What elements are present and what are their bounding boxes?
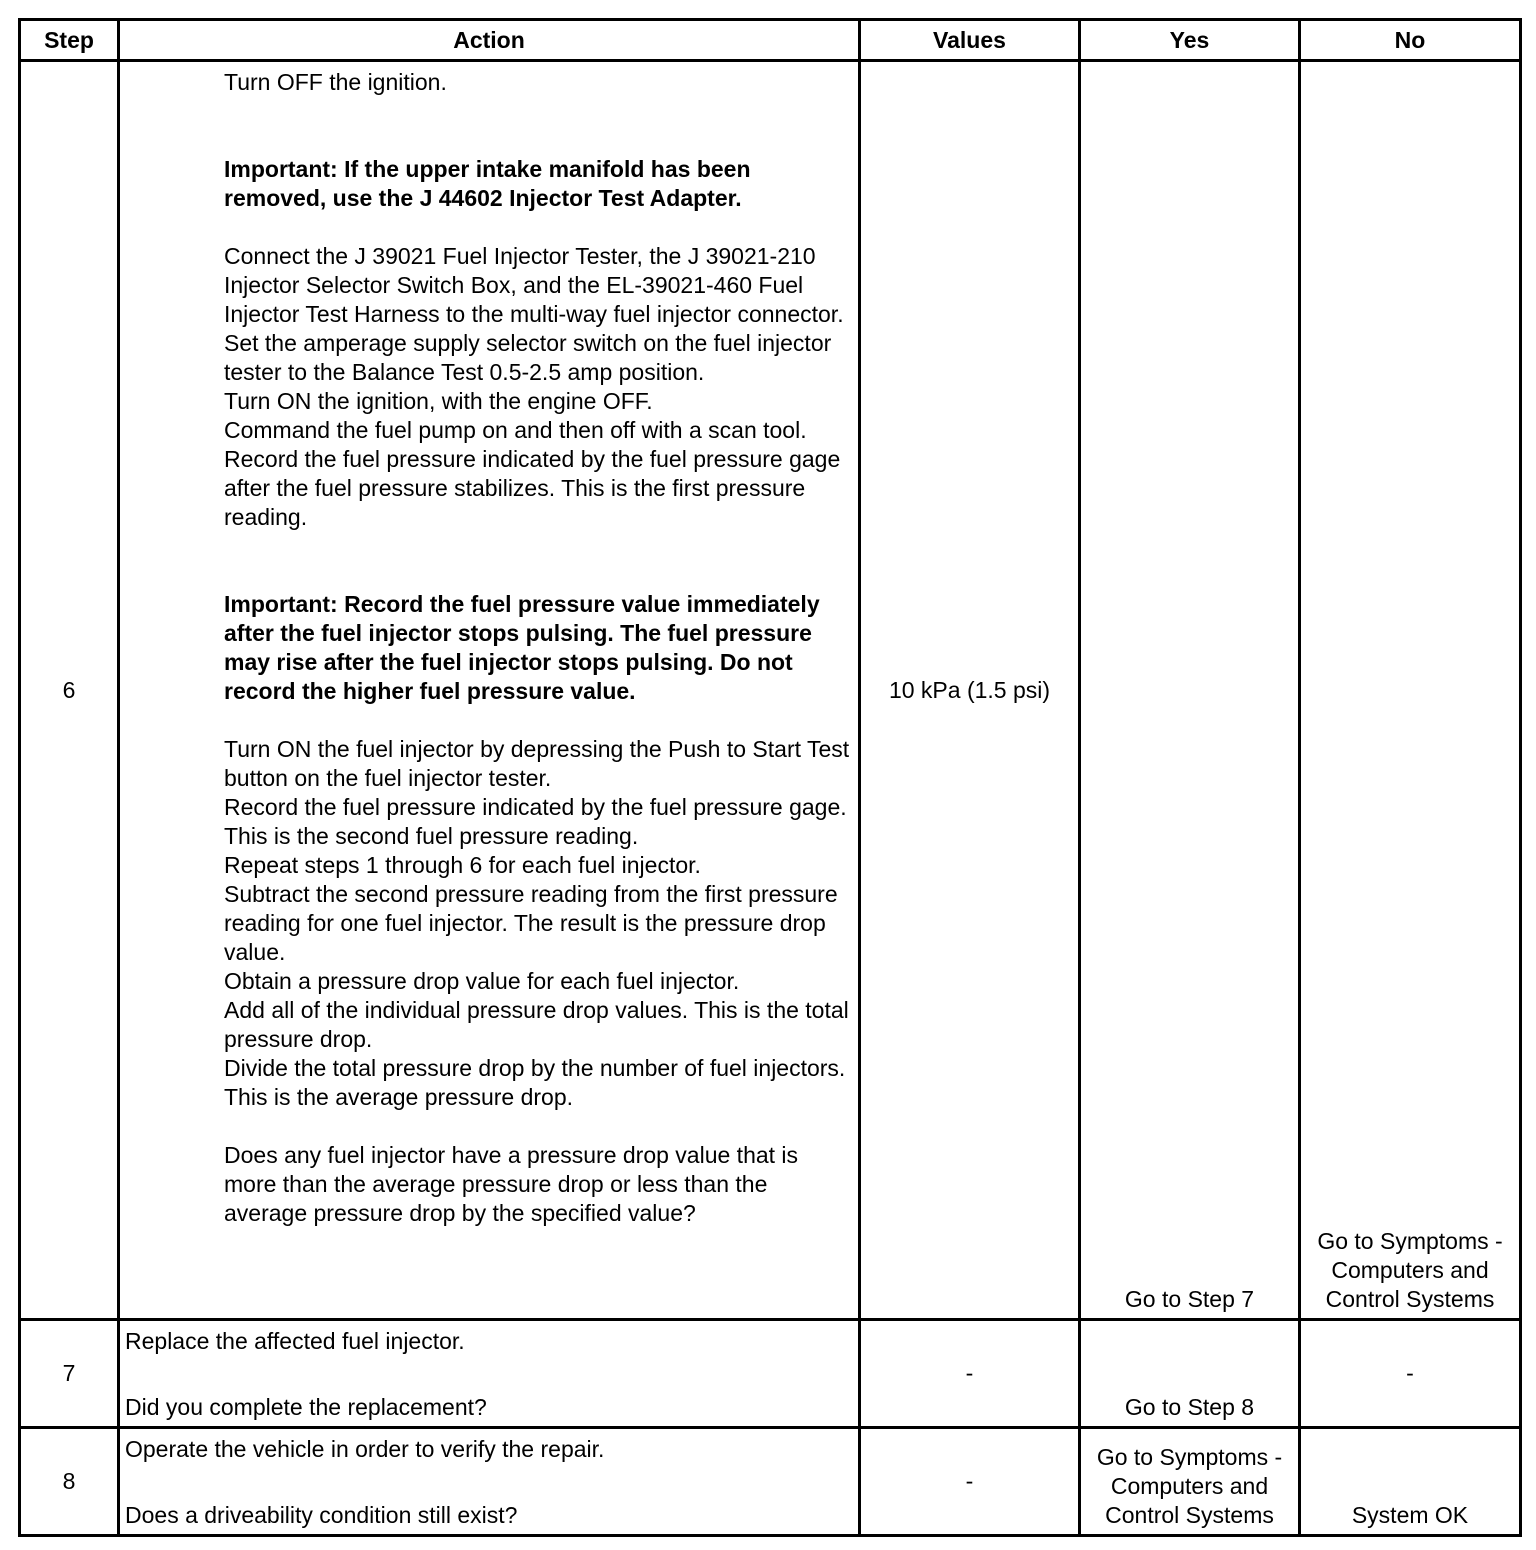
action-line: Turn ON the ignition, with the engine OFF. bbox=[224, 388, 653, 414]
header-no: No bbox=[1300, 20, 1521, 61]
action-line: Command the fuel pump on and then off with a scan tool. bbox=[224, 417, 807, 443]
action-line: Repeat steps 1 through 6 for each fuel injector. bbox=[224, 852, 701, 878]
yes-text: Go to Step 7 bbox=[1124, 1286, 1255, 1312]
action-question: Does a driveability condition still exist? bbox=[125, 1502, 518, 1528]
no-text: Go to Symptoms - Computers and Control Systems bbox=[1317, 1228, 1503, 1312]
important-note: Important: Record the fuel pressure value immediately after the fuel injector stops pulsing. The fuel pressure may rise after the fuel injector stops pulsing. Do not record the higher fuel pressure value. bbox=[224, 591, 820, 704]
action-line: Operate the vehicle in order to verify the repair. bbox=[125, 1436, 605, 1462]
action-line: Set the amperage supply selector switch on the fuel injector tester to the Balance Test 0.5-2.5 amp position. bbox=[224, 330, 832, 385]
header-action: Action bbox=[119, 20, 860, 61]
table-row-step-7 bbox=[20, 1320, 1521, 1428]
action-question: Does any fuel injector have a pressure drop value that is more than the average pressure drop or less than the average pressure drop by the specified value? bbox=[224, 1142, 799, 1226]
values-cell: - bbox=[860, 1428, 1080, 1536]
header-step: Step bbox=[20, 20, 119, 61]
action-line: Turn ON the fuel injector by depressing the Push to Start Test button on the fuel injector tester. bbox=[224, 736, 850, 791]
action-line: Turn OFF the ignition. bbox=[224, 69, 447, 95]
action-line: Record the fuel pressure indicated by the fuel pressure gage. This is the second fuel pressure reading. bbox=[224, 794, 847, 849]
yes-text: Go to Step 8 bbox=[1124, 1394, 1255, 1420]
action-line: Connect the J 39021 Fuel Injector Tester, the J 39021-210 Injector Selector Switch Box, and the EL-39021-460 Fuel Injector Test Harness to the multi-way fuel injector connector. bbox=[224, 243, 844, 327]
action-line: Record the fuel pressure indicated by the fuel pressure gage after the fuel pressure stabilizes. This is the first pressure reading. bbox=[224, 446, 841, 530]
values-cell: 10 kPa (1.5 psi) bbox=[860, 61, 1080, 1320]
no-cell: - bbox=[1300, 1320, 1521, 1428]
no-cell bbox=[1300, 61, 1521, 1320]
step-number: 6 bbox=[20, 61, 119, 1320]
yes-cell bbox=[1080, 1428, 1300, 1536]
header-row bbox=[20, 20, 1521, 61]
action-line: Divide the total pressure drop by the number of fuel injectors. This is the average pressure drop. bbox=[224, 1055, 846, 1110]
yes-cell bbox=[1080, 61, 1300, 1320]
action-cell bbox=[119, 61, 860, 1320]
action-line: Replace the affected fuel injector. bbox=[125, 1328, 465, 1354]
diagnostic-table bbox=[18, 18, 1522, 1537]
action-line: Subtract the second pressure reading from the first pressure reading for one fuel injector. The result is the pressure drop value. bbox=[224, 881, 838, 965]
action-question: Did you complete the replacement? bbox=[125, 1394, 487, 1420]
table-row-step-6 bbox=[20, 61, 1521, 1320]
action-cell bbox=[119, 1320, 860, 1428]
action-line: Obtain a pressure drop value for each fuel injector. bbox=[224, 968, 740, 994]
yes-cell bbox=[1080, 1320, 1300, 1428]
action-cell bbox=[119, 1428, 860, 1536]
no-cell bbox=[1300, 1428, 1521, 1536]
no-text: System OK bbox=[1351, 1502, 1469, 1528]
step-number: 7 bbox=[20, 1320, 119, 1428]
important-note: Important: If the upper intake manifold has been removed, use the J 44602 Injector Test Adapter. bbox=[224, 156, 751, 211]
values-cell: - bbox=[860, 1320, 1080, 1428]
action-line: Add all of the individual pressure drop values. This is the total pressure drop. bbox=[224, 997, 849, 1052]
table-row-step-8 bbox=[20, 1428, 1521, 1536]
yes-text: Go to Symptoms - Computers and Control Systems bbox=[1096, 1444, 1283, 1528]
header-yes: Yes bbox=[1080, 20, 1300, 61]
header-values: Values bbox=[860, 20, 1080, 61]
step-number: 8 bbox=[20, 1428, 119, 1536]
